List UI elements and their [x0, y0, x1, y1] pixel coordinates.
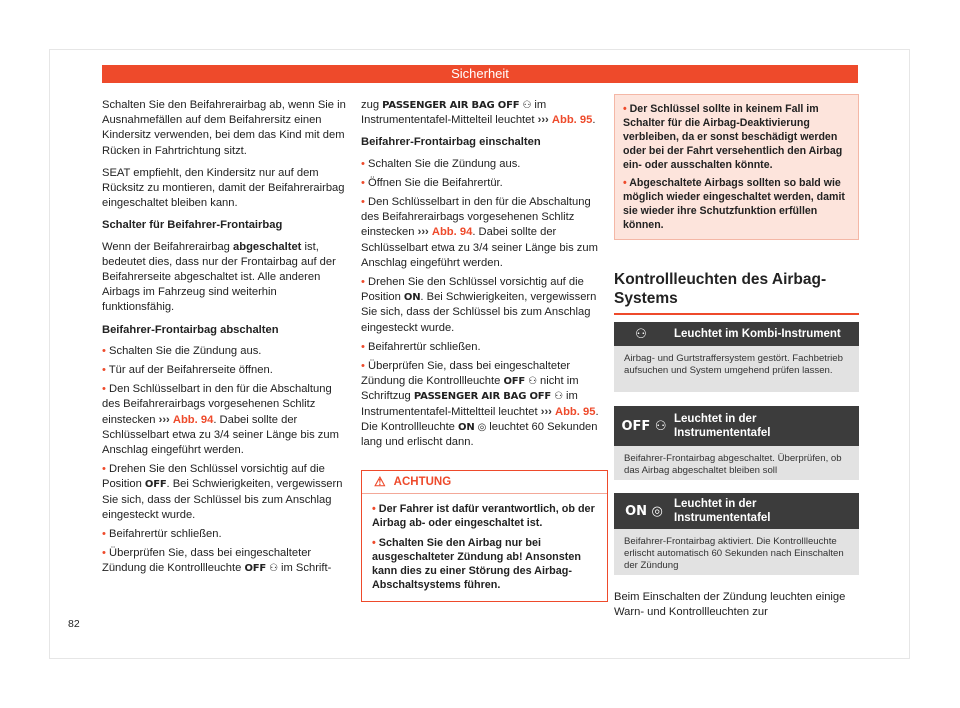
column-1: [102, 98, 349, 581]
list-item: • Drehen Sie den Schlüssel vorsichtig auf die Position OFF. Bei Schwierigkeiten, vergewissern Sie sich, dass der Schlüssel bis zum Anschlag eingesteckt wurde.: [102, 463, 343, 521]
airbag-on-icon: ON ◎: [625, 503, 663, 519]
warning-header: ⚠ ACHTUNG: [362, 471, 607, 494]
note-item: • Der Schlüssel sollte in keinem Fall im Schalter für die Airbag-Deaktivierung verbleiben, da er sonst beschädigt werden oder bei der Fahrt versehentlich den Airbag ein- oder ausschalten könnte.: [623, 103, 843, 171]
lamp-description: Beifahrer-Frontairbag aktiviert. Die Kontrollleuchte erlischt automatisch 60 Sekunden nach Einschalten der Zündung: [614, 529, 859, 575]
note-item: • Abgeschaltete Airbags sollten so bald wie möglich wieder eingeschaltet werden, damit sie wieder ihre Schutzfunktion erfüllen können.: [623, 177, 845, 231]
page-number: 82: [68, 618, 80, 630]
airbag-person-icon: ⚇: [522, 100, 532, 111]
list-item: • Schalten Sie die Zündung aus.: [361, 157, 521, 170]
lamp-header: ⚇ Leuchtet im Kombi-Instrument: [614, 322, 859, 346]
subheading: Beifahrer-Frontairbag einschalten: [361, 136, 541, 149]
warning-item: • Schalten Sie den Airbag nur bei ausgeschalteter Zündung ab! Ansonsten kann dies zu einer Störung des Airbag-Abschaltsystems führen.: [372, 537, 581, 591]
paragraph: Wenn der Beifahrerairbag abgeschaltet ist, bedeutet dies, dass nur der Frontairbag auf der Beifahrerseite abgeschaltet ist. Alle anderen Airbags im Fahrzeug sind weiterhin funktionsfähig.: [102, 240, 336, 314]
airbag-warning-icon: ⚇: [635, 326, 647, 342]
column-2: [361, 98, 608, 454]
lamp-header: OFF ⚇ Leuchtet in der Instrumententafel: [614, 406, 859, 446]
list-item: • Beifahrertür schließen.: [361, 340, 481, 353]
figure-link[interactable]: Abb. 94: [431, 226, 473, 239]
airbag-icon: ◎: [477, 421, 487, 433]
on-symbol: ON: [403, 292, 421, 304]
section-title: Kontrollleuchten des Airbag-Systems: [614, 271, 827, 307]
airbag-person-icon: ⚇: [269, 563, 278, 575]
list-item: • Schalten Sie die Zündung aus.: [102, 344, 262, 357]
list-item: • Überprüfen Sie, dass bei eingeschalteter Zündung die Kontrollleuchte OFF ⚇ nicht im Schriftzug PASSENGER AIR BAG OFF ⚇ im Instrumententafel-Mitteltteil leuchtet ››› Abb. 95. Die Kontrollleuchte ON ◎ leuchtet 60 Sekunden lang und erlischt dann.: [361, 360, 599, 449]
list-item: • Drehen Sie den Schlüssel vorsichtig auf die Position ON. Bei Schwierigkeiten, vergewissern Sie sich, dass der Schlüssel bis zum Anschlag eingesteckt wurde.: [361, 276, 597, 334]
section-divider: [614, 313, 859, 315]
off-symbol: OFF: [503, 376, 526, 388]
passenger-airbag-off-symbol: PASSENGER AIR BAG OFF: [413, 391, 552, 403]
on-symbol: ON: [458, 421, 475, 433]
figure-link[interactable]: Abb. 95: [555, 405, 596, 418]
paragraph: zug PASSENGER AIR BAG OFF ⚇ im Instrumententafel-Mittelteil leuchtet ››› Abb. 95.: [361, 99, 596, 127]
section-header: Sicherheit: [102, 65, 858, 83]
list-item: • Überprüfen Sie, dass bei eingeschalteter Zündung die Kontrollleuchte OFF ⚇ im Schrift-: [102, 547, 332, 575]
figure-link[interactable]: Abb. 95: [551, 114, 593, 127]
warning-triangle-icon: ⚠: [374, 474, 386, 489]
list-item: • Den Schlüsselbart in den für die Abschaltung des Beifahrerairbags vorgesehenen Schlitz einstecken ››› Abb. 94. Dabei sollte der Schlüsselbart etwa zu 3/4 seiner Länge bis zum Anschlag eingeführt werden.: [361, 196, 598, 269]
passenger-airbag-off-symbol: PASSENGER AIR BAG OFF: [382, 100, 520, 111]
subheading: Beifahrer-Frontairbag abschalten: [102, 323, 279, 336]
list-item: • Beifahrertür schließen.: [102, 528, 222, 541]
lamp-description: Airbag- und Gurtstraffersystem gestört. Fachbetrieb aufsuchen und System umgehend prüfen lassen.: [614, 346, 859, 392]
list-item: • Öffnen Sie die Beifahrertür.: [361, 176, 503, 189]
list-item: • Tür auf der Beifahrerseite öffnen.: [102, 364, 273, 377]
note-box: [614, 94, 859, 240]
airbag-person-icon: ⚇: [528, 376, 537, 388]
warning-box: [361, 470, 608, 602]
paragraph: SEAT empfiehlt, den Kindersitz nur auf dem Rücksitz zu montieren, damit der Beifahrerairbag eingeschaltet bleiben kann.: [102, 166, 345, 210]
lamp-header: ON ◎ Leuchtet in der Instrumententafel: [614, 493, 859, 529]
off-symbol: OFF: [244, 563, 267, 575]
paragraph: Schalten Sie den Beifahrerairbag ab, wenn Sie in Ausnahmefällen auf dem Beifahrersitz einen Kindersitz verwenden, bei dem das Kind mit dem Rücken in Fahrtrichtung sitzt.: [102, 99, 346, 157]
figure-link[interactable]: Abb. 94: [172, 413, 214, 426]
airbag-person-icon: ⚇: [554, 391, 563, 403]
subheading: Schalter für Beifahrer-Frontairbag: [102, 219, 283, 232]
warning-item: • Der Fahrer ist dafür verantwortlich, ob der Airbag ab- oder eingeschaltet ist.: [372, 503, 595, 529]
off-symbol: OFF: [144, 479, 167, 491]
lamp-description: Beifahrer-Frontairbag abgeschaltet. Überprüfen, ob das Airbag abgeschaltet bleiben soll: [614, 446, 859, 480]
paragraph: Beim Einschalten der Zündung leuchten einige Warn- und Kontrollleuchten zur: [614, 591, 846, 619]
list-item: • Den Schlüsselbart in den für die Abschaltung des Beifahrerairbags vorgesehenen Schlitz einstecken ››› Abb. 94. Dabei sollte der Schlüsselbart etwa zu 3/4 seiner Länge bis zum Anschlag eingeführt werden.: [102, 383, 339, 457]
airbag-off-icon: OFF ⚇: [621, 418, 667, 434]
